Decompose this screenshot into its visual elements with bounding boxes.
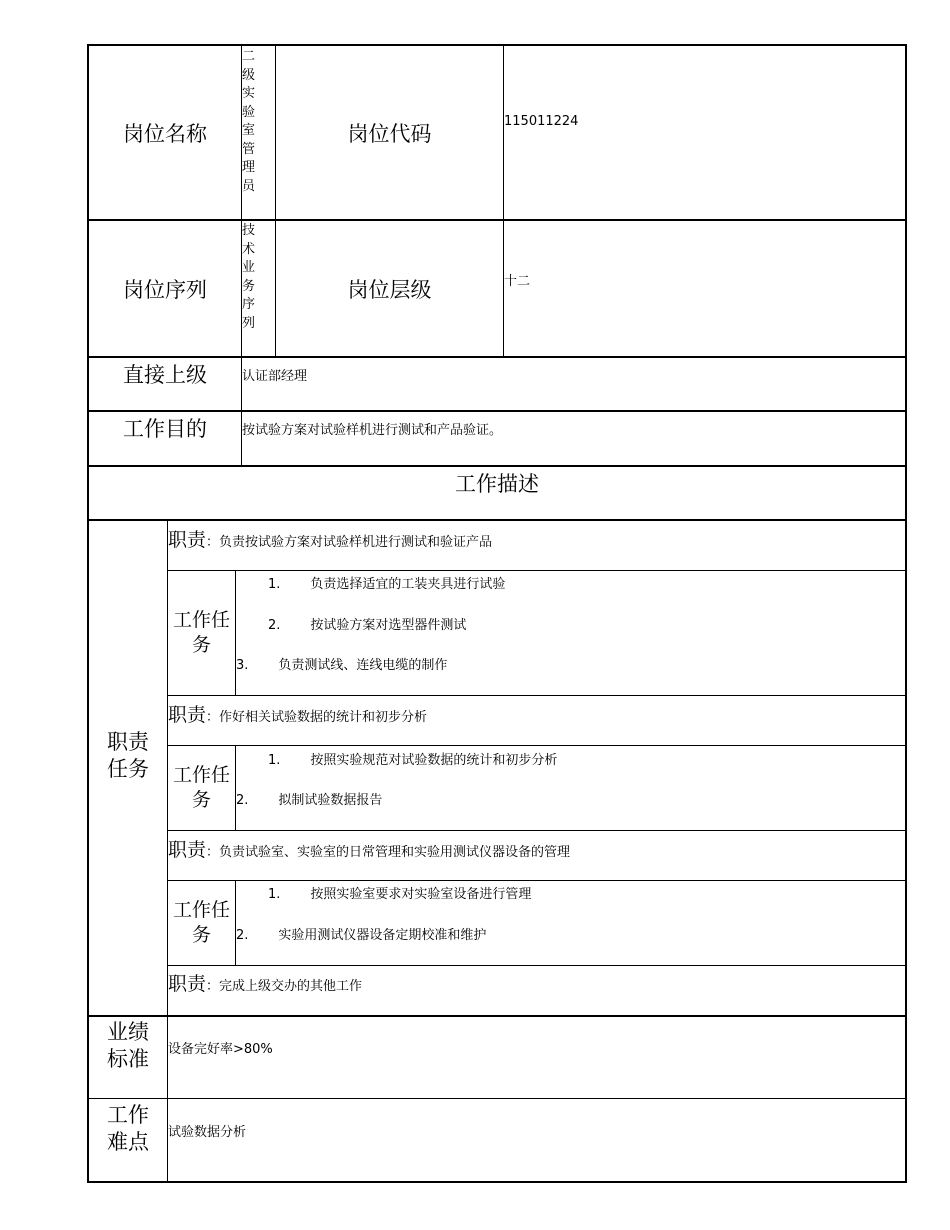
performance-label-line1: 业绩	[107, 1020, 149, 1044]
duty-item	[168, 700, 427, 727]
task-number: 3.	[236, 658, 249, 673]
duty-item	[168, 525, 492, 552]
difficulty-label-line1: 工作	[107, 1103, 149, 1127]
duty-item	[168, 835, 570, 862]
duty-prefix: 职责	[168, 529, 207, 551]
task-number: 1.	[268, 577, 281, 592]
task-text: 实验用测试仪器设备定期校准和维护	[278, 928, 487, 943]
task-item	[268, 749, 557, 768]
performance-value: 设备完好率>80%	[168, 1042, 273, 1057]
task-text: 负责选择适宜的工装夹具进行试验	[310, 577, 506, 592]
duty-prefix: 职责	[168, 973, 207, 995]
task-label-line2: 务	[191, 789, 211, 811]
description-title: 工作描述	[455, 472, 539, 496]
post-sequence-label: 岗位序列	[123, 277, 207, 302]
duties-label-line2: 任务	[107, 757, 149, 781]
task-text: 按照实验规范对试验数据的统计和初步分析	[310, 753, 558, 768]
task-label-line2: 务	[191, 634, 211, 656]
post-code-label: 岗位代码	[347, 121, 432, 146]
post-sequence-value: 技术业务序列	[242, 223, 256, 331]
task-label-line1: 工作任	[172, 899, 230, 921]
post-code-value: 115011224	[504, 114, 579, 129]
duty-text: ：完成上级交办的其他工作	[206, 979, 363, 994]
task-item	[236, 789, 382, 808]
duty-text: ：负责按试验方案对试验样机进行测试和验证产品	[206, 535, 493, 550]
duties-label-line1: 职责	[107, 730, 149, 754]
difficulty-value: 试验数据分析	[168, 1125, 247, 1140]
superior-label: 直接上级	[123, 363, 207, 387]
task-text: 按照实验室要求对实验室设备进行管理	[310, 887, 532, 902]
task-item	[268, 883, 531, 902]
task-number: 2.	[268, 618, 281, 633]
duty-prefix: 职责	[168, 839, 207, 861]
post-level-label: 岗位层级	[347, 277, 432, 302]
task-item	[268, 573, 505, 592]
purpose-label: 工作目的	[123, 417, 207, 441]
task-label-line2: 务	[191, 924, 211, 946]
duty-item	[168, 969, 362, 996]
post-name-value: 二级实验室管理员	[242, 49, 256, 194]
task-label-line1: 工作任	[172, 764, 230, 786]
task-label-line1: 工作任	[172, 609, 230, 631]
task-number: 2.	[236, 793, 249, 808]
duty-text: ：作好相关试验数据的统计和初步分析	[206, 710, 428, 725]
task-number: 1.	[268, 753, 281, 768]
performance-label-line2: 标准	[107, 1047, 149, 1071]
post-level-value: 十二	[504, 274, 531, 289]
task-number: 2.	[236, 928, 249, 943]
purpose-value: 按试验方案对试验样机进行测试和产品验证。	[242, 423, 503, 438]
task-text: 负责测试线、连线电缆的制作	[278, 658, 448, 673]
task-item	[236, 654, 447, 673]
task-number: 1.	[268, 887, 281, 902]
difficulty-label-line2: 难点	[107, 1130, 149, 1154]
task-text: 拟制试验数据报告	[278, 793, 383, 808]
duty-prefix: 职责	[168, 704, 207, 726]
superior-value: 认证部经理	[242, 369, 308, 384]
task-text: 按试验方案对选型器件测试	[310, 618, 467, 633]
task-item	[236, 924, 486, 943]
duty-text: ：负责试验室、实验室的日常管理和实验用测试仪器设备的管理	[206, 845, 571, 860]
task-item	[268, 614, 466, 633]
post-name-label: 岗位名称	[123, 121, 207, 146]
